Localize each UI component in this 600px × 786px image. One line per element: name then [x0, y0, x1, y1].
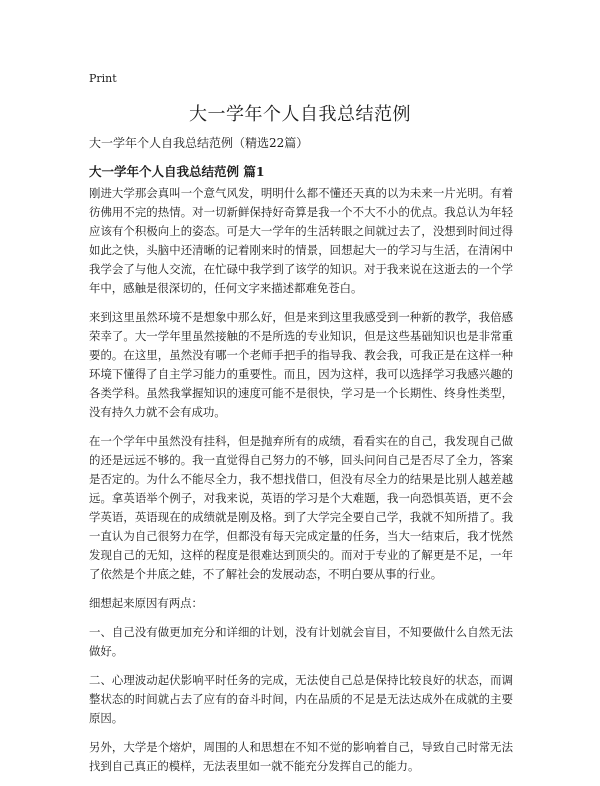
paragraph: 另外，大学是个熔炉，周围的人和思想在不知不觉的影响着自己，导致自己时常无法找到自己真正的模样，无法表里如一就不能充分发挥自己的能力。	[89, 740, 513, 773]
article-body	[89, 184, 513, 786]
paragraph: 刚进大学那会真叫一个意气风发，明明什么都不懂还天真的以为未来一片光明。有着彷佛用不完的热情。对一切新鲜保持好奇算是我一个不大不小的优点。我总认为年轻应该有个积极向上的姿态。可是大一学年的生活转眼之间就过去了，没想到时间过得如此之快，头脑中还清晰的记着刚来时的情景，回想起大一的学习与生活，在清闲中我学会了与他人交流，在忙碌中我学到了该学的知识。对于我来说在这逝去的一个学年中，感触是很深切的，任何文字来描述都难免苍白。	[89, 186, 513, 295]
print-link[interactable]: Print	[89, 72, 117, 85]
paragraph: 细想起来原因有两点：	[89, 596, 203, 610]
document-subtitle: 大一学年个人自我总结范例（精选22篇）	[89, 136, 309, 150]
paragraph: 在一个学年中虽然没有挂科，但是抛弃所有的成绩，看看实在的自己，我发现自己做的还是远远不够的。我一直觉得自己努力的不够，回头问问自己是否尽了全力，答案是否定的。为什么不能尽全力，我不想找借口，但没有尽全力的结果是比别人越差越远。拿英语举个例子，对我来说，英语的学习是个大难题，我一向恐惧英语，更不会学英语，英语现在的成绩就是刚及格。到了大学完全要自己学，我就不知所措了。我一直认为自己很努力在学，但都没有每天完成定量的任务，当大一结束后，我才恍然发现自己的无知，这样的程度是很难达到顶尖的。而对于专业的了解更是不足，一年了依然是个井底之蛙，不了解社会的发展动态，不明白要从事的行业。	[89, 434, 513, 581]
paragraph: 二、心理波动起伏影响平时任务的完成，无法使自己总是保持比较良好的状态，而调整状态的时间就占去了应有的奋斗时间，内在品质的不足是无法达成外在成就的主要原因。	[89, 673, 513, 725]
section-heading: 大一学年个人自我总结范例 篇1	[89, 164, 265, 179]
document-title: 大一学年个人自我总结范例	[189, 104, 411, 125]
paragraph: 来到这里虽然环境不是想象中那么好，但是来到这里我感受到一种新的教学，我倍感荣幸了。大一学年里虽然接触的不是所选的专业知识，但是这些基础知识也是非常重要的。在这里，虽然没有哪一个老师手把手的指导我、教会我，可我正是在这样一种环境下懂得了自主学习能力的重要性。而且，因为这样，我可以选择学习我感兴趣的各类学科。虽然我掌握知识的速度可能不是很快，学习是一个长期性、终身性类型，没有持久力就不会有成功。	[89, 310, 513, 419]
paragraph: 一、自己没有做更加充分和详细的计划，没有计划就会盲目，不知要做什么自然无法做好。	[89, 625, 513, 658]
